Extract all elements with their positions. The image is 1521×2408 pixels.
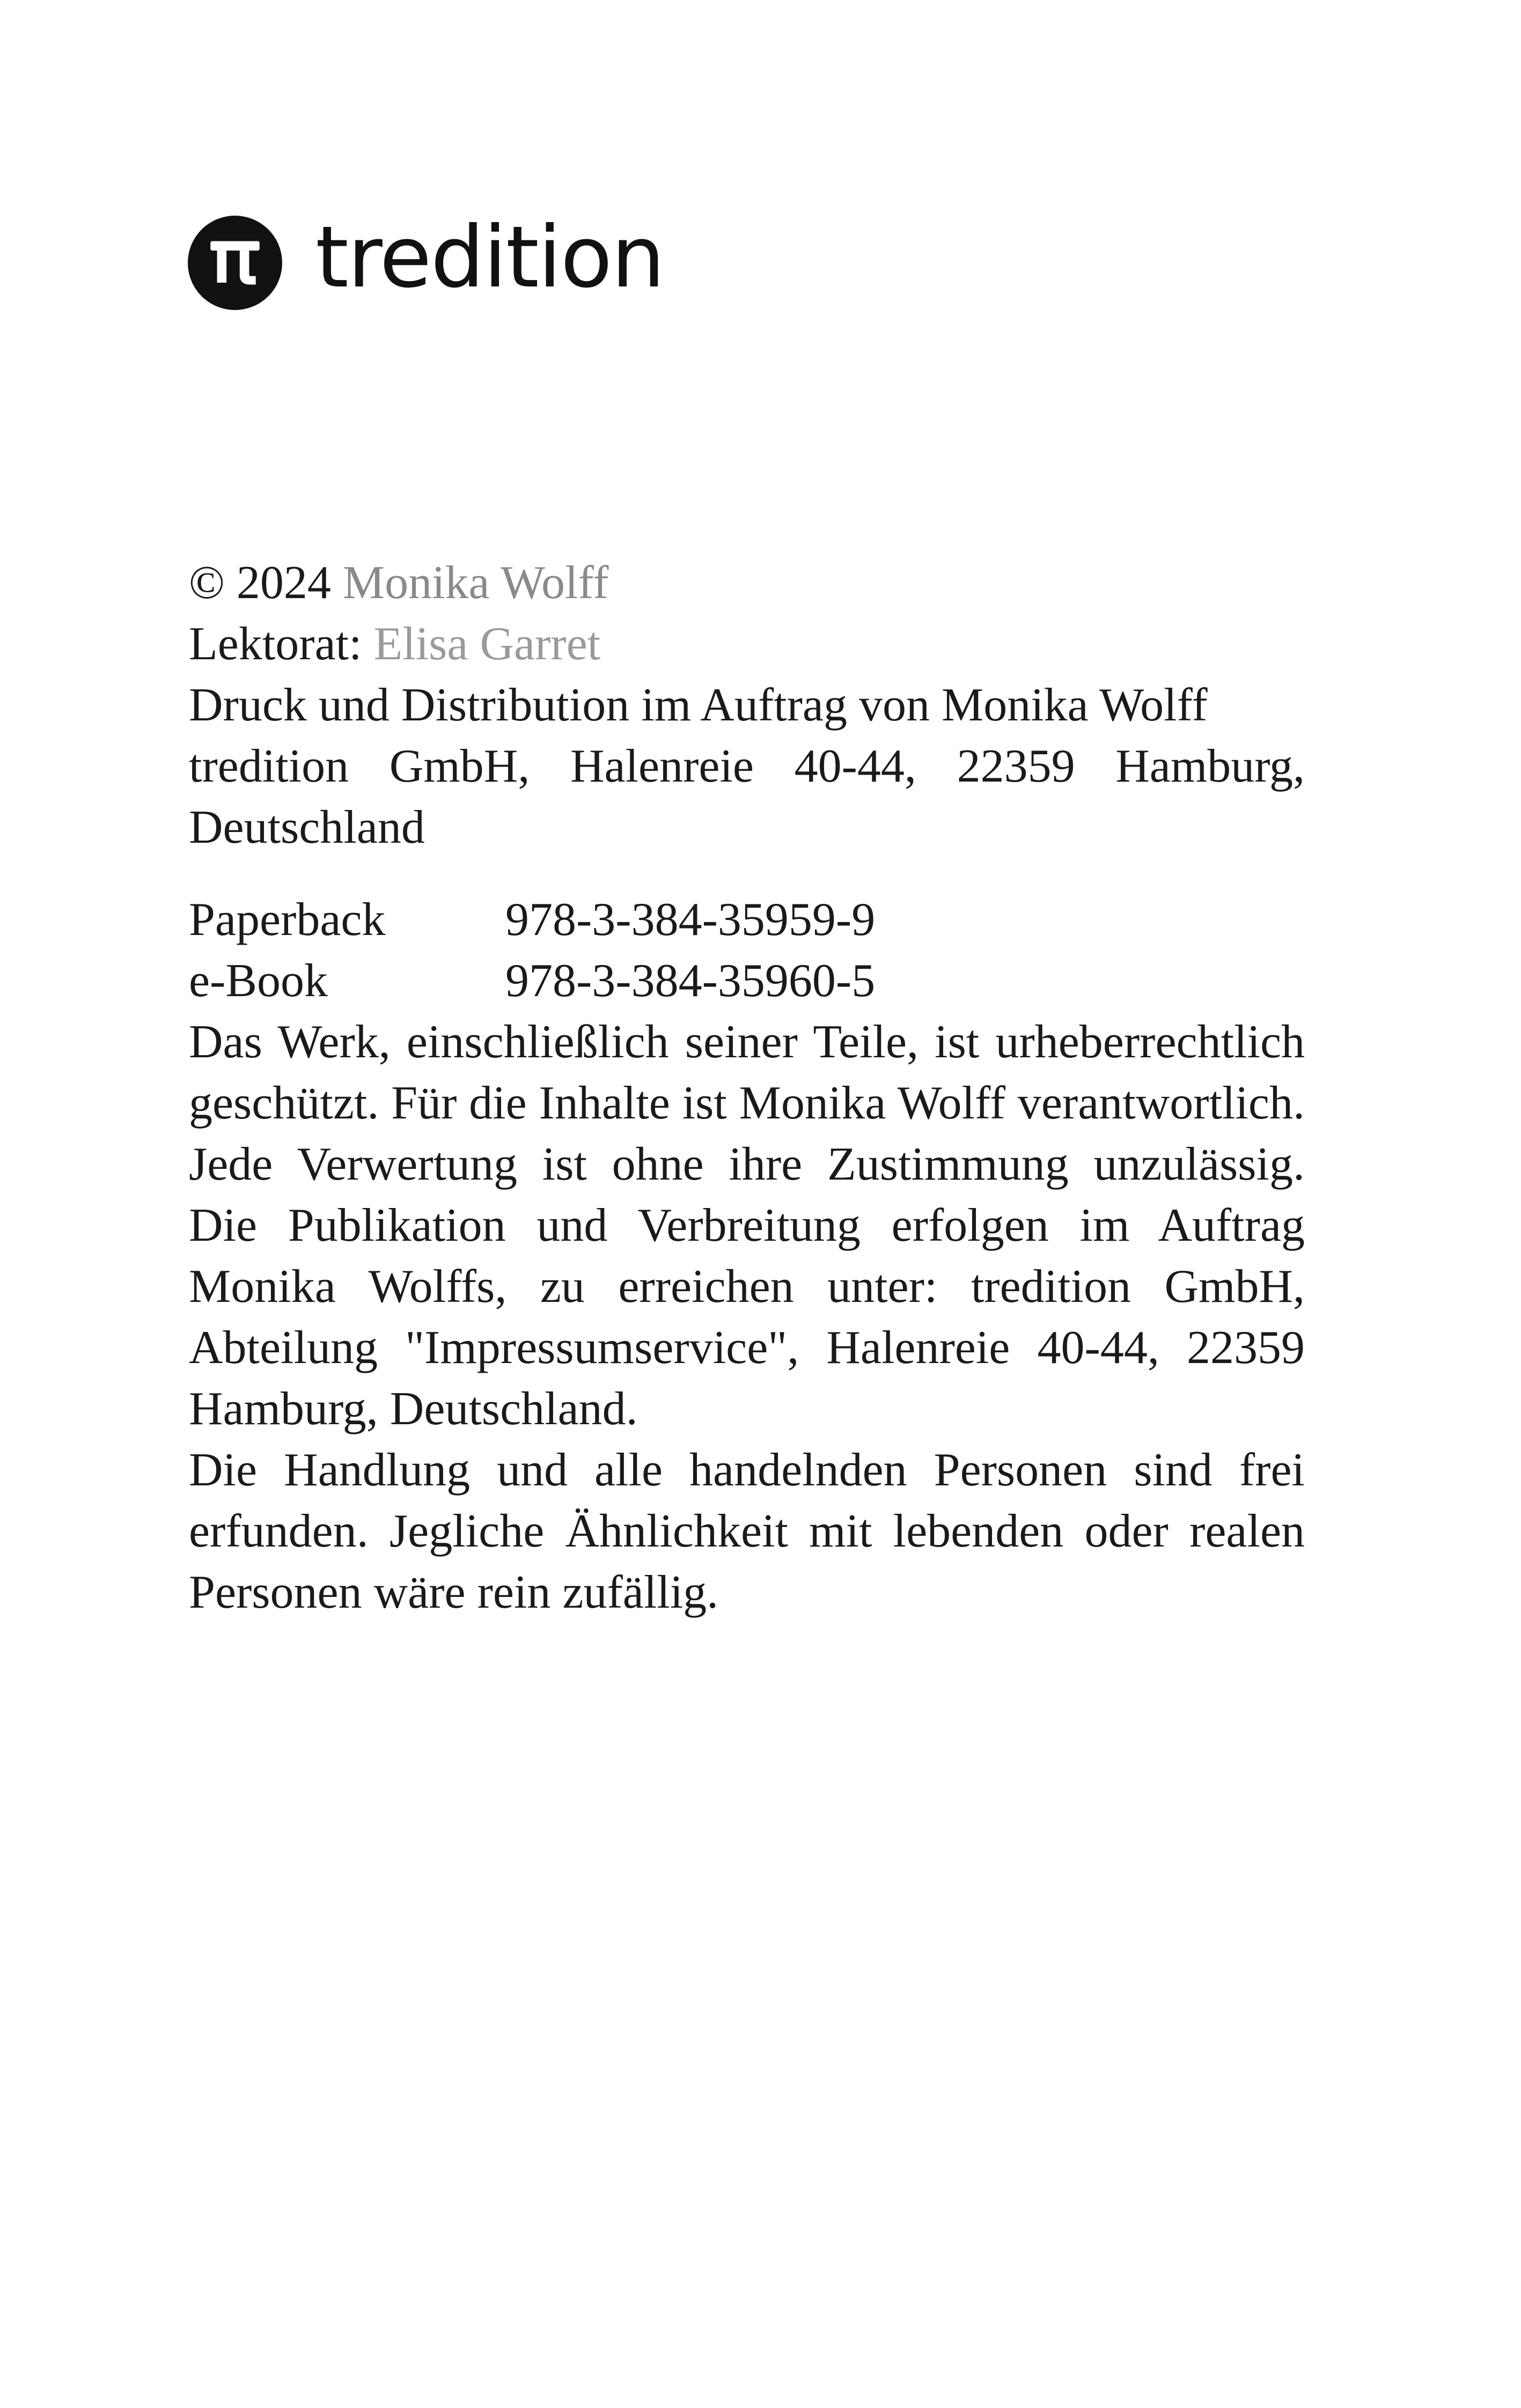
editor-name: Elisa Garret [373, 618, 601, 670]
isbn-row [189, 889, 875, 951]
copyright-notice: Das Werk, einschließlich seiner Teile, ist urheberrechtlich geschützt. Für die Inhalte ist Monika Wolff verantwortlich. Jede Verwertung ist ohne ihre Zustimmung unzulässig. Die Publikation und Verbreitung erfolgen im Auftrag Monika Wolffs, zu erreichen unter: tredition GmbH, Abteilung "Impressumservice", Halenreie 40-44, 22359 Hamburg, Deutschland. [189, 1016, 1305, 1435]
copyright-prefix: © 2024 [189, 557, 343, 609]
fiction-disclaimer: Die Handlung und alle handelnden Personen sind frei erfunden. Jegliche Ähnlichkeit mit lebenden oder realen Personen wäre rein zufällig. [189, 1444, 1305, 1618]
imprint-text [189, 553, 1305, 1623]
publisher-wordmark: tredition [315, 208, 664, 307]
publisher-logo [188, 208, 664, 311]
isbn-row [189, 951, 875, 1012]
editing-label: Lektorat: [189, 618, 374, 670]
distribution-line: Druck und Distribution im Auftrag von Monika Wolff [189, 679, 1208, 731]
tredition-logo-icon [188, 216, 282, 310]
copyright-author: Monika Wolff [342, 557, 609, 609]
isbn-format: Paperback [189, 894, 386, 946]
publisher-address: tredition GmbH, Halenreie 40-44, 22359 Hamburg, Deutschland [189, 740, 1305, 853]
copyright-line [189, 553, 1305, 614]
isbn-table [189, 889, 875, 1012]
isbn-number: 978-3-384-35960-5 [505, 955, 876, 1007]
editing-line [189, 614, 1305, 675]
isbn-number: 978-3-384-35959-9 [505, 894, 876, 946]
isbn-format: e-Book [189, 955, 328, 1007]
